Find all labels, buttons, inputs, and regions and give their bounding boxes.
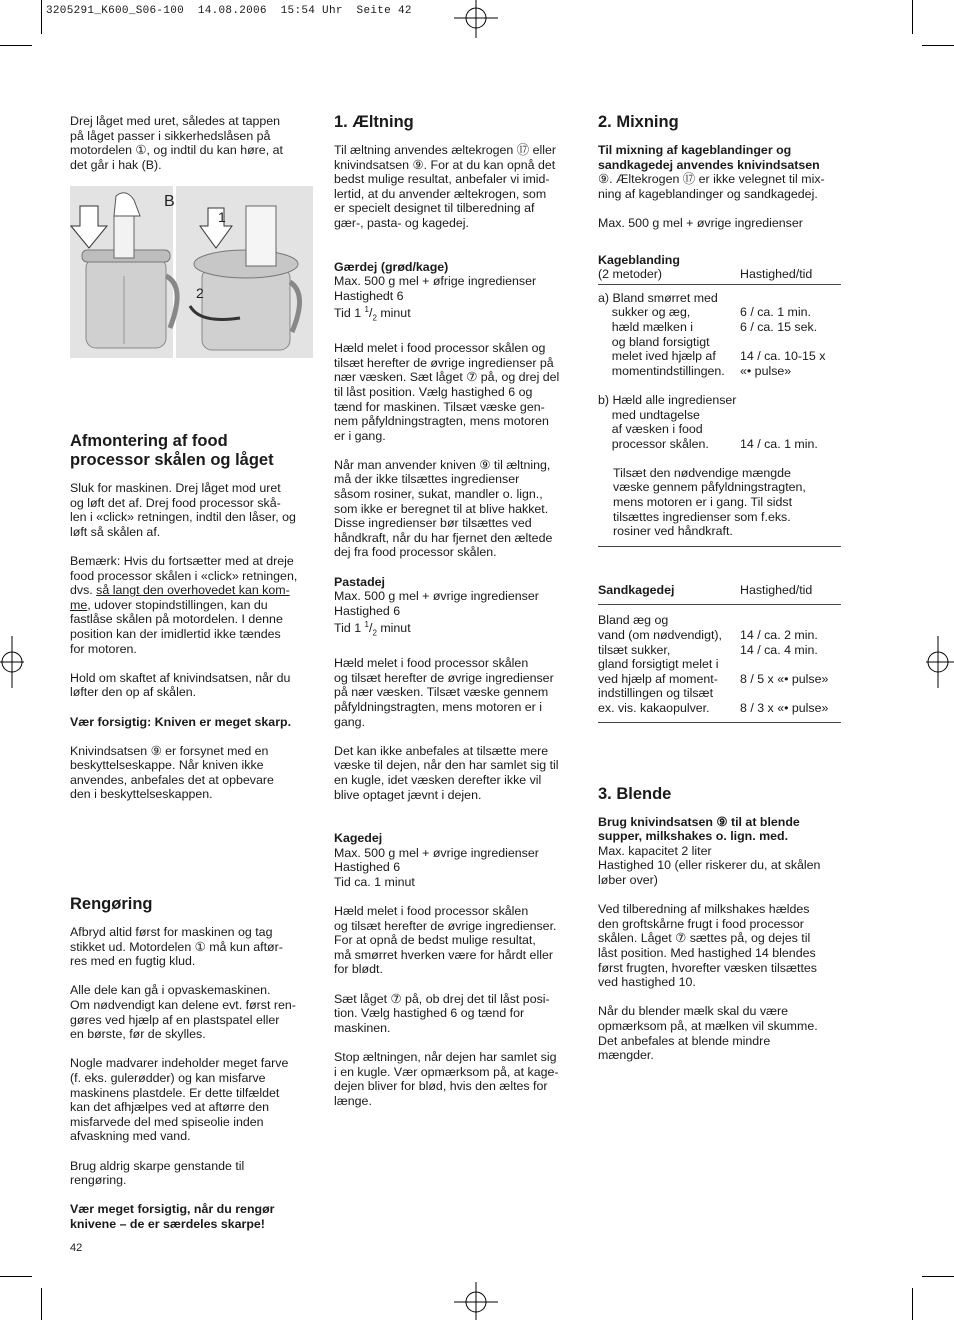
- cake-mix-header-row: (2 metoder) Hastighed/tid: [598, 267, 813, 282]
- figure-label-1: 1: [218, 209, 226, 225]
- shortcrust-header-row: Sandkagedej Hastighed/tid: [598, 582, 813, 597]
- mixing-intro: Til mixning af kageblandinger og sandkagedej anvendes knivindsatsen ⑨. Æltekrogen ⑰ er ikke velegnet til mix- ning af kageblandinger og sandkagedej.: [598, 143, 825, 201]
- blending-specs: Max. kapacitet 2 liter Hastighed 10 (eller riskerer du, at skålen løber over): [598, 843, 821, 887]
- cake-dough-paragraph-2: Sæt låget ⑦ på, ob drej det til låst posi- tion. Vælg hastighed 6 og tænd for maskinen.: [334, 991, 550, 1035]
- cleaning-paragraph-2: Alle dele kan gå i opvaskemaskinen. Om nødvendigt kan delene evt. først ren- gøres ved hjælp af en plastspatel eller en børste, før de skylles.: [70, 983, 296, 1042]
- disassembly-paragraph-4: Knivindsatsen ⑨ er forsynet med en beskyttelseskappe. Når kniven ikke anvendes, anbefales det at opbevare den i beskyttelseskappen.: [70, 743, 274, 802]
- cake-mix-method-a: a) Bland smørret med sukker og æg, 6 / ca. 1 min. hæld mælken i 6 / ca. 15 sek. og bland forsigtigt melet ived hjælp af 14 / ca. 10-15 x momentindstillingen. «• pulse»: [598, 290, 826, 378]
- cake-mix-note: Tilsæt den nødvendige mængde væske gennem påfyldningstragten, mens motoren er i gang. Til sidst tilsættes ingredienser som f.eks. rosiner ved håndkraft.: [613, 465, 806, 539]
- shortcrust-rows: Bland æg og vand (om nødvendigt), 14 / ca. 2 min. tilsæt sukker, 14 / ca. 4 min. gland forsigtigt melet i ved hjælp af moment- 8 / 5 x «• pulse» indstillingen og tilsæt ex. vis. kakaopulver. 8 / 3 x «• pulse»: [598, 613, 829, 715]
- cake-dough-specs: Max. 500 g mel + øvrige ingredienser Hastighed 6 Tid ca. 1 minut: [334, 845, 539, 889]
- disassembly-paragraph-3: Hold om skaftet af knivindsatsen, når du løfter den op af skålen.: [70, 670, 291, 700]
- column-3: [598, 113, 848, 1063]
- heading-blending: 3. Blende: [598, 784, 672, 803]
- cake-mix-heading: Kageblanding: [598, 252, 680, 267]
- table-rule: [598, 284, 841, 285]
- column-2: [334, 113, 582, 1108]
- cake-dough-paragraph-1: Hæld melet i food processor skålen og tilsæt herefter de øvrige ingredienser. For at opnå de bedst mulige resultat, må smørret hverken være for hårdt eller for blødt.: [334, 904, 557, 977]
- cleaning-paragraph-4: Brug aldrig skarpe genstande til rengøring.: [70, 1158, 245, 1188]
- knife-warning: Vær forsigtig: Kniven er meget skarp.: [70, 714, 292, 729]
- yeast-dough-paragraph-1: Hæld melet i food processor skålen og tilsæt herefter de øvrige ingredienser på nær væsken. Sæt låget ⑦ på, og drej del til låst position. Vælg hastighed 6 og tænd for maskinen. Tilsæt væske gen- nem påfyldningstragten, mens motoren er i gang.: [334, 341, 560, 443]
- yeast-dough-paragraph-2: Når man anvender kniven ⑨ til æltning, må der ikke tilsættes ingredienser såsom rosiner, sukat, mandler o. lign., som ikke er beregnet til at blive hakket. Disse ingredienser bør tilsættes ved håndkraft, når du har fjernet den æltede dej fra food processor skålen.: [334, 457, 553, 560]
- column-1-lower: [70, 432, 315, 802]
- column-1: [70, 114, 315, 172]
- registration-mark-bottom: [452, 1282, 500, 1320]
- pasta-dough-heading: Pastadej: [334, 574, 385, 589]
- cake-dough-heading: Kagedej: [334, 831, 383, 846]
- cleaning-paragraph-3: Nogle madvarer indeholder meget farve (f. eks. gulerødder) og kan misfarve maskinens plastdele. Er dette tilfældet kan det afhjælpes ved at aftørre den misfarvede del med spiseolie inden afvaskning med vand.: [70, 1056, 289, 1144]
- table-rule: [598, 604, 841, 605]
- pasta-dough-paragraph-1: Hæld melet i food processor skålen og tilsæt herefter de øvrige ingredienser på nær væsken. Tilsæt væske gennem påfyldningstragten, mens motoren er i gang.: [334, 656, 554, 729]
- figure-label-b: B: [164, 193, 175, 210]
- disassembly-note: Bemærk: Hvis du fortsætter med at dreje food processor skålen i «click» retningen, dvs. så langt den overhovedet kan kom- me, udover stopindstillingen, kan du fastlåse skålen på motordelen. I denne position kan der imidlertid ikke tændes for motoren.: [70, 553, 298, 656]
- heading-kneading: 1. Æltning: [334, 113, 414, 131]
- blending-paragraph-2: Når du blender mælk skal du være opmærksom på, at mælken vil skumme. Det anbefales at blende mindre mængder.: [598, 1004, 818, 1063]
- heading-cleaning: Rengøring: [70, 895, 153, 913]
- heading-disassembly: Afmontering af food processor skålen og låget: [70, 432, 274, 469]
- print-slug: 3205291_K600_S06-100 14.08.2006 15:54 Uhr Seite 42: [46, 5, 412, 17]
- kneading-intro: Til æltning anvendes æltekrogen ⑰ eller knivindsatsen ⑨. For at du kan opnå det bedst mulige resultat, anbefaler vi imid- lertid, at du anvender æltekrogen, som er specielt designet til tilberedning af gær-, pasta- og kagedej.: [334, 143, 556, 230]
- mixing-max: Max. 500 g mel + øvrige ingredienser: [598, 215, 803, 230]
- heading-mixing: 2. Mixning: [598, 113, 679, 131]
- blending-bold-intro: Brug knivindsatsen ⑨ til at blende supper, milkshakes o. lign. med.: [598, 814, 800, 844]
- disassembly-paragraph-1: Sluk for maskinen. Drej låget mod uret og løft det af. Drej food processor skå- len i «click» retningen, indtil den låser, og løft så skålen af.: [70, 481, 296, 539]
- yeast-dough-specs: Max. 500 g mel + øfrige ingredienser Hastighedt 6 Tid 1 $^1/_2$ minut: [334, 274, 537, 323]
- registration-mark-left: [0, 636, 24, 688]
- column-1-cleaning: [70, 895, 315, 1231]
- intro-paragraph: Drej låget med uret, således at tappen på låget passer i sikkerhedslåsen på motordelen ①, og indtil du kan høre, at det går i hak (B).: [70, 114, 283, 172]
- registration-mark-top: [452, 0, 500, 40]
- blending-paragraph-1: Ved tilberedning af milkshakes hældes den groftskårne frugt i food processor skålen. Låget ⑦ sættes på, og dejes til låst position. Med hastighed 14 blendes først frugten, hvorefter væsken tilsættes ved hastighed 10.: [598, 902, 817, 990]
- cleaning-paragraph-1: Afbryd altid først for maskinen og tag stikket ud. Motordelen ① må kun aftør- res med en fugtig klud.: [70, 925, 283, 969]
- yeast-dough-heading: Gærdej (grød/kage): [334, 259, 449, 274]
- pasta-dough-paragraph-2: Det kan ikke anbefales at tilsætte mere væske til dejen, når den har samlet sig til en kugle, idet væsken derefter ikke vil blive optaget jævnt i dejen.: [334, 743, 559, 802]
- assembly-illustration: [70, 186, 313, 358]
- pasta-dough-specs: Max. 500 g mel + øvrige ingredienser Hastighed 6 Tid 1 $^1/_2$ minut: [334, 589, 539, 638]
- figure-label-2: 2: [196, 285, 204, 301]
- cake-dough-paragraph-3: Stop æltningen, når dejen har samlet sig i en kugle. Vær opmærksom på, at kage- dejen bliver for blød, hvis den æltes for længe.: [334, 1050, 559, 1108]
- page-number: 42: [70, 1242, 83, 1254]
- cleaning-warning: Vær meget forsigtig, når du rengør knivene – de er særdeles skarpe!: [70, 1202, 275, 1231]
- registration-mark-right: [926, 636, 954, 688]
- cake-mix-method-b: b) Hæld alle ingredienser med undtagelse af væsken i food processor skålen. 14 / ca. 1 min.: [598, 392, 818, 451]
